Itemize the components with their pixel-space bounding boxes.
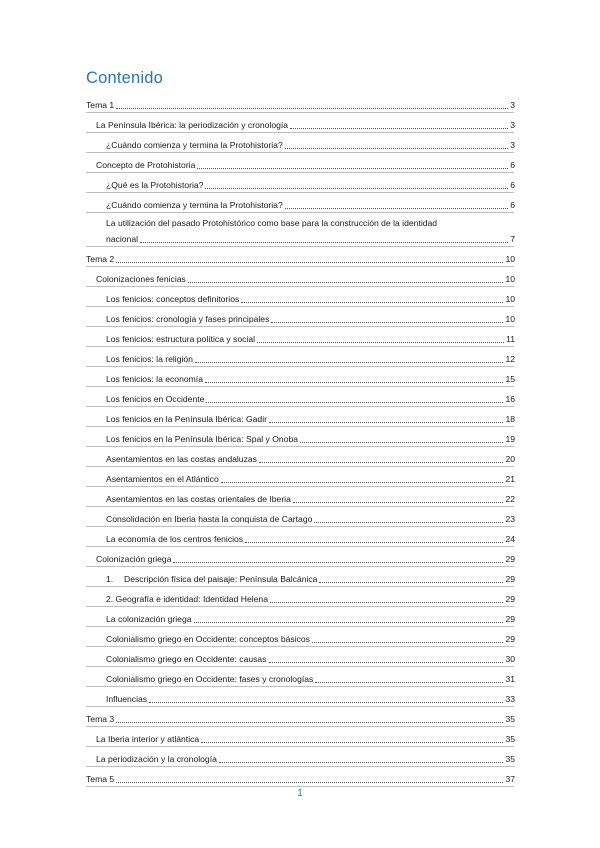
dot-leader — [245, 542, 503, 543]
dot-leader — [219, 762, 504, 763]
entry-separator — [86, 686, 514, 687]
dot-leader — [257, 342, 504, 343]
toc-entry-text: La utilización del pasado Protohistórico como base para la construcción de la identidad — [106, 218, 438, 228]
entry-separator — [86, 486, 514, 487]
toc-entry-text: Tema 1 — [86, 100, 115, 110]
entry-separator — [86, 746, 514, 747]
toc-entry[interactable] — [86, 366, 515, 386]
entry-separator — [86, 152, 514, 153]
toc-entry-text: La Península Ibérica: la periodización y cronología — [96, 120, 289, 130]
toc-entry-page: 19 — [505, 434, 515, 444]
toc-entry-text: Consolidación en Iberia hasta la conquista de Cartago — [106, 514, 313, 524]
dot-leader — [314, 522, 503, 523]
entry-separator — [86, 112, 514, 113]
toc-entry[interactable] — [86, 566, 515, 586]
toc-entry-text: Los fenicios en la Península Ibérica: Gadir — [106, 414, 267, 424]
dot-leader — [205, 382, 503, 383]
toc-entry-page: 3 — [510, 120, 515, 130]
toc-entry-page: 10 — [505, 254, 515, 264]
entry-separator — [86, 212, 514, 213]
toc-entry-page: 12 — [505, 354, 515, 364]
toc-entry[interactable] — [86, 172, 515, 192]
entry-separator — [86, 526, 514, 527]
toc-entry[interactable] — [86, 726, 515, 746]
toc-entry[interactable] — [86, 192, 515, 212]
toc-entry[interactable] — [86, 152, 515, 172]
entry-separator — [86, 246, 514, 247]
entry-separator — [86, 666, 514, 667]
toc-entry-page: 6 — [510, 200, 515, 210]
dot-leader — [319, 582, 503, 583]
dot-leader — [206, 402, 503, 403]
dot-leader — [116, 782, 503, 783]
toc-entry-text: ¿Qué es la Protohistoria? — [106, 180, 204, 190]
entry-separator — [86, 192, 514, 193]
dot-leader — [315, 682, 503, 683]
toc-entry[interactable] — [86, 446, 515, 466]
toc-entry-text: Asentamientos en las costas andaluzas — [106, 454, 257, 464]
dot-leader — [140, 242, 508, 243]
toc-entry[interactable] — [86, 646, 515, 666]
toc-entry-page: 15 — [505, 374, 515, 384]
entry-separator — [86, 406, 514, 407]
toc-entry-page: 20 — [505, 454, 515, 464]
entry-separator — [86, 626, 514, 627]
toc-entry-text: ¿Cuándo comienza y termina la Protohistoria? — [106, 200, 283, 210]
toc-entry-text: Los fenicios: conceptos definitorios — [106, 294, 240, 304]
toc-entry-page: 6 — [510, 180, 515, 190]
toc-entry[interactable] — [86, 586, 515, 606]
table-of-contents — [86, 92, 515, 786]
dot-leader — [300, 442, 503, 443]
entry-separator — [86, 706, 514, 707]
toc-entry[interactable] — [86, 112, 515, 132]
dot-leader — [312, 642, 503, 643]
dot-leader — [116, 108, 508, 109]
toc-entry-text: Concepto de Protohistoria — [96, 160, 196, 170]
dot-leader — [271, 322, 503, 323]
toc-entry-number: 1. — [106, 574, 114, 584]
toc-entry-text: Tema 2 — [86, 254, 115, 264]
toc-entry-text: ¿Cuándo comienza y termina la Protohistoria? — [106, 140, 283, 150]
toc-entry-text: Asentamientos en las costas orientales de Iberia — [106, 494, 291, 504]
entry-separator — [86, 466, 514, 467]
toc-entry-page: 16 — [505, 394, 515, 404]
toc-entry-page: 23 — [505, 514, 515, 524]
toc-entry-text: Los fenicios: la economía — [106, 374, 203, 384]
toc-entry-text: Colonialismo griego en Occidente: fases y cronologías — [106, 674, 314, 684]
toc-entry[interactable] — [86, 706, 515, 726]
toc-entry-text: La Iberia interior y atlántica — [96, 734, 200, 744]
dot-leader — [205, 188, 508, 189]
entry-separator — [86, 132, 514, 133]
toc-entry-page: 31 — [505, 674, 515, 684]
toc-entry-page: 3 — [510, 140, 515, 150]
toc-entry-text: Tema 5 — [86, 774, 115, 784]
dot-leader — [116, 262, 503, 263]
dot-leader — [270, 602, 503, 603]
toc-entry[interactable] — [86, 606, 515, 626]
toc-entry[interactable] — [86, 486, 515, 506]
dot-leader — [241, 302, 503, 303]
dot-leader — [221, 482, 504, 483]
dot-leader — [194, 622, 504, 623]
toc-entry[interactable] — [86, 466, 515, 486]
toc-entry-page: 35 — [505, 734, 515, 744]
toc-entry[interactable] — [86, 132, 515, 152]
toc-entry[interactable] — [86, 346, 515, 366]
toc-entry[interactable] — [86, 686, 515, 706]
toc-entry[interactable] — [86, 426, 515, 446]
entry-separator — [86, 786, 514, 787]
toc-entry-page: 29 — [505, 614, 515, 624]
toc-entry-label — [106, 574, 317, 586]
entry-separator — [86, 266, 514, 267]
dot-leader — [290, 128, 508, 129]
dot-leader — [188, 282, 504, 283]
entry-separator — [86, 566, 514, 567]
entry-separator — [86, 546, 514, 547]
dot-leader — [201, 742, 503, 743]
toc-entry-page: 33 — [505, 694, 515, 704]
toc-entry[interactable] — [86, 246, 515, 266]
toc-entry-page: 29 — [505, 594, 515, 604]
toc-entry-page: 35 — [505, 714, 515, 724]
toc-entry-text: La periodización y la cronología — [96, 754, 217, 764]
toc-entry-page: 10 — [505, 294, 515, 304]
toc-entry-text: Asentamientos en el Atlántico — [106, 474, 219, 484]
toc-entry-text: Los fenicios: cronología y fases principales — [106, 314, 270, 324]
entry-separator — [86, 346, 514, 347]
entry-separator — [86, 286, 514, 287]
dot-leader — [259, 462, 503, 463]
toc-entry-page: 35 — [505, 754, 515, 764]
toc-entry-page: 10 — [505, 314, 515, 324]
toc-entry[interactable] — [86, 626, 515, 646]
toc-entry-page: 30 — [505, 654, 515, 664]
toc-entry-text: Tema 3 — [86, 714, 115, 724]
toc-entry-text: Influencias — [106, 694, 148, 704]
entry-separator — [86, 606, 514, 607]
toc-entry-page: 7 — [510, 234, 515, 244]
toc-entry[interactable] — [86, 306, 515, 326]
entry-separator — [86, 326, 514, 327]
dot-leader — [269, 662, 504, 663]
toc-entry-page: 6 — [510, 160, 515, 170]
toc-entry-text: Colonialismo griego en Occidente: conceptos básicos — [106, 634, 310, 644]
entry-separator — [86, 386, 514, 387]
toc-entry[interactable] — [86, 212, 515, 246]
entry-separator — [86, 766, 514, 767]
entry-separator — [86, 306, 514, 307]
dot-leader — [197, 168, 508, 169]
entry-separator — [86, 172, 514, 173]
entry-separator — [86, 446, 514, 447]
dot-leader — [285, 148, 508, 149]
toc-entry-text: Colonización griega — [96, 554, 172, 564]
toc-entry[interactable] — [86, 386, 515, 406]
toc-entry-text: Colonizaciones fenicias — [96, 274, 186, 284]
dot-leader — [149, 702, 503, 703]
toc-entry-page: 37 — [505, 774, 515, 784]
toc-entry[interactable] — [86, 746, 515, 766]
toc-entry-text: Los fenicios: estructura política y social — [106, 334, 256, 344]
entry-separator — [86, 426, 514, 427]
toc-entry-page: 22 — [505, 494, 515, 504]
toc-entry-page: 11 — [506, 334, 515, 344]
toc-entry-text-continued: nacional — [106, 234, 139, 244]
toc-entry-page: 3 — [510, 100, 515, 110]
entry-separator — [86, 506, 514, 507]
toc-entry-text: Colonialismo griego en Occidente: causas — [106, 654, 267, 664]
dot-leader — [173, 562, 503, 563]
page-number: 1 — [297, 788, 303, 799]
toc-entry[interactable] — [86, 526, 515, 546]
toc-entry[interactable] — [86, 406, 515, 426]
toc-entry-page: 24 — [505, 534, 515, 544]
toc-title: Contenido — [86, 69, 164, 87]
entry-separator — [86, 586, 514, 587]
dot-leader — [293, 502, 504, 503]
toc-entry-text: Los fenicios en Occidente — [106, 394, 205, 404]
toc-entry[interactable] — [86, 286, 515, 306]
toc-entry[interactable] — [86, 92, 515, 112]
entry-separator — [86, 726, 514, 727]
toc-entry-text: Los fenicios en la Península Ibérica: Spal y Onoba — [106, 434, 299, 444]
toc-entry-text: 2. Geografía e identidad: Identidad Helena — [106, 594, 268, 604]
toc-entry-text: La colonización griega — [106, 614, 192, 624]
toc-entry[interactable] — [86, 326, 515, 346]
toc-entry[interactable] — [86, 266, 515, 286]
toc-entry-text: La economía de los centros fenicios — [106, 534, 244, 544]
entry-separator — [86, 366, 514, 367]
toc-entry-page: 29 — [505, 554, 515, 564]
toc-entry-page: 29 — [505, 574, 515, 584]
toc-entry-page: 10 — [505, 274, 515, 284]
toc-entry-page: 21 — [505, 474, 515, 484]
dot-leader — [269, 422, 503, 423]
toc-entry-page: 29 — [505, 634, 515, 644]
entry-separator — [86, 646, 514, 647]
dot-leader — [285, 208, 508, 209]
toc-entry-page: 18 — [505, 414, 515, 424]
toc-entry[interactable] — [86, 546, 515, 566]
toc-entry[interactable] — [86, 506, 515, 526]
dot-leader — [195, 362, 503, 363]
toc-entry-text: Los fenicios: la religión — [106, 354, 193, 364]
toc-entry[interactable] — [86, 766, 515, 786]
dot-leader — [116, 722, 503, 723]
toc-entry-text: Descripción física del paisaje: Península Balcánica — [124, 574, 318, 584]
toc-entry[interactable] — [86, 666, 515, 686]
